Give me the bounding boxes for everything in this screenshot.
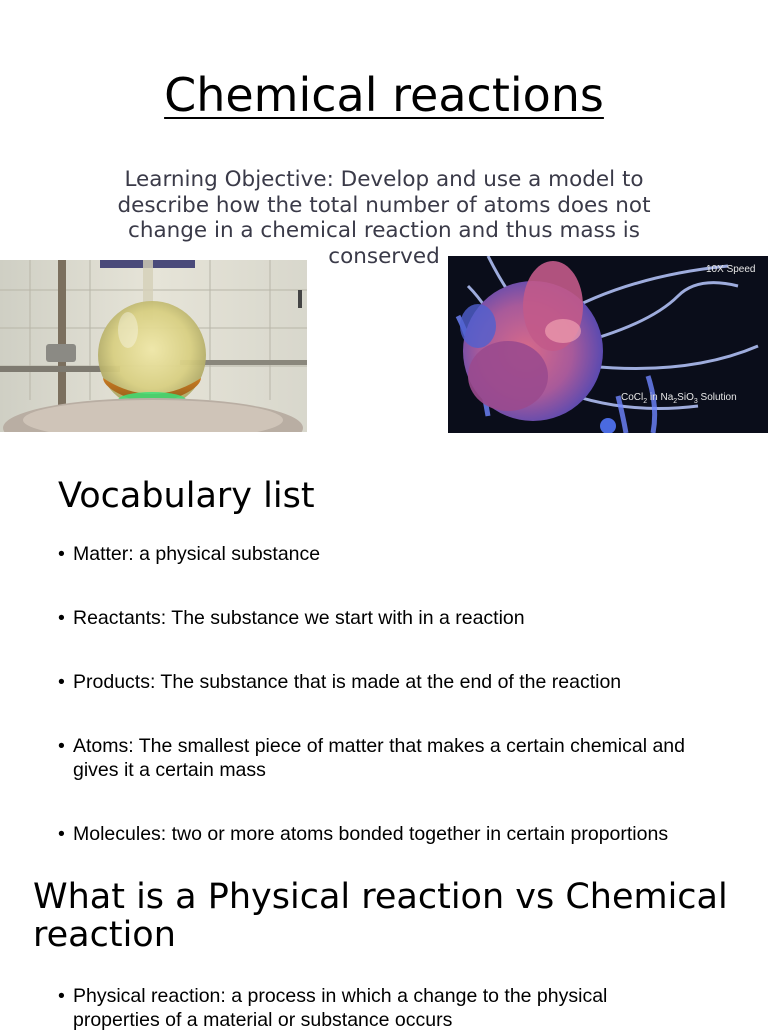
list-item: • Atoms: The smallest piece of matter that makes a certain chemical and gives it a certain mass: [58, 734, 728, 782]
speed-label: 10X Speed: [706, 264, 756, 275]
list-item: • Molecules: two or more atoms bonded together in certain proportions: [58, 822, 728, 846]
list-item: • Physical reaction: a process in which a change to the physical properties of a material or substance occurs: [58, 984, 658, 1032]
slide-title: Chemical reactions: [164, 68, 604, 122]
vocabulary-list: [58, 542, 728, 846]
solution-caption: CoCl$_2$ in $Na_2SiO_3$ Solution: [621, 392, 737, 405]
list-item: • Reactants: The substance we start with in a reaction: [58, 606, 728, 630]
learning-objective: Learning Objective: Develop and use a model to describe how the total number of atoms does not change in a chemical reaction and thus mass is conserved: [117, 167, 651, 269]
chemical-garden-image: [448, 256, 768, 433]
list-item: • Products: The substance that is made at the end of the reaction: [58, 670, 728, 694]
list-item: • Matter: a physical substance: [58, 542, 728, 566]
flask-reaction-image: [0, 260, 307, 432]
vocabulary-heading: Vocabulary list: [58, 476, 315, 516]
physical-chemical-list: [58, 984, 658, 1032]
physical-vs-chemical-heading: What is a Physical reaction vs Chemical reaction: [33, 877, 728, 955]
